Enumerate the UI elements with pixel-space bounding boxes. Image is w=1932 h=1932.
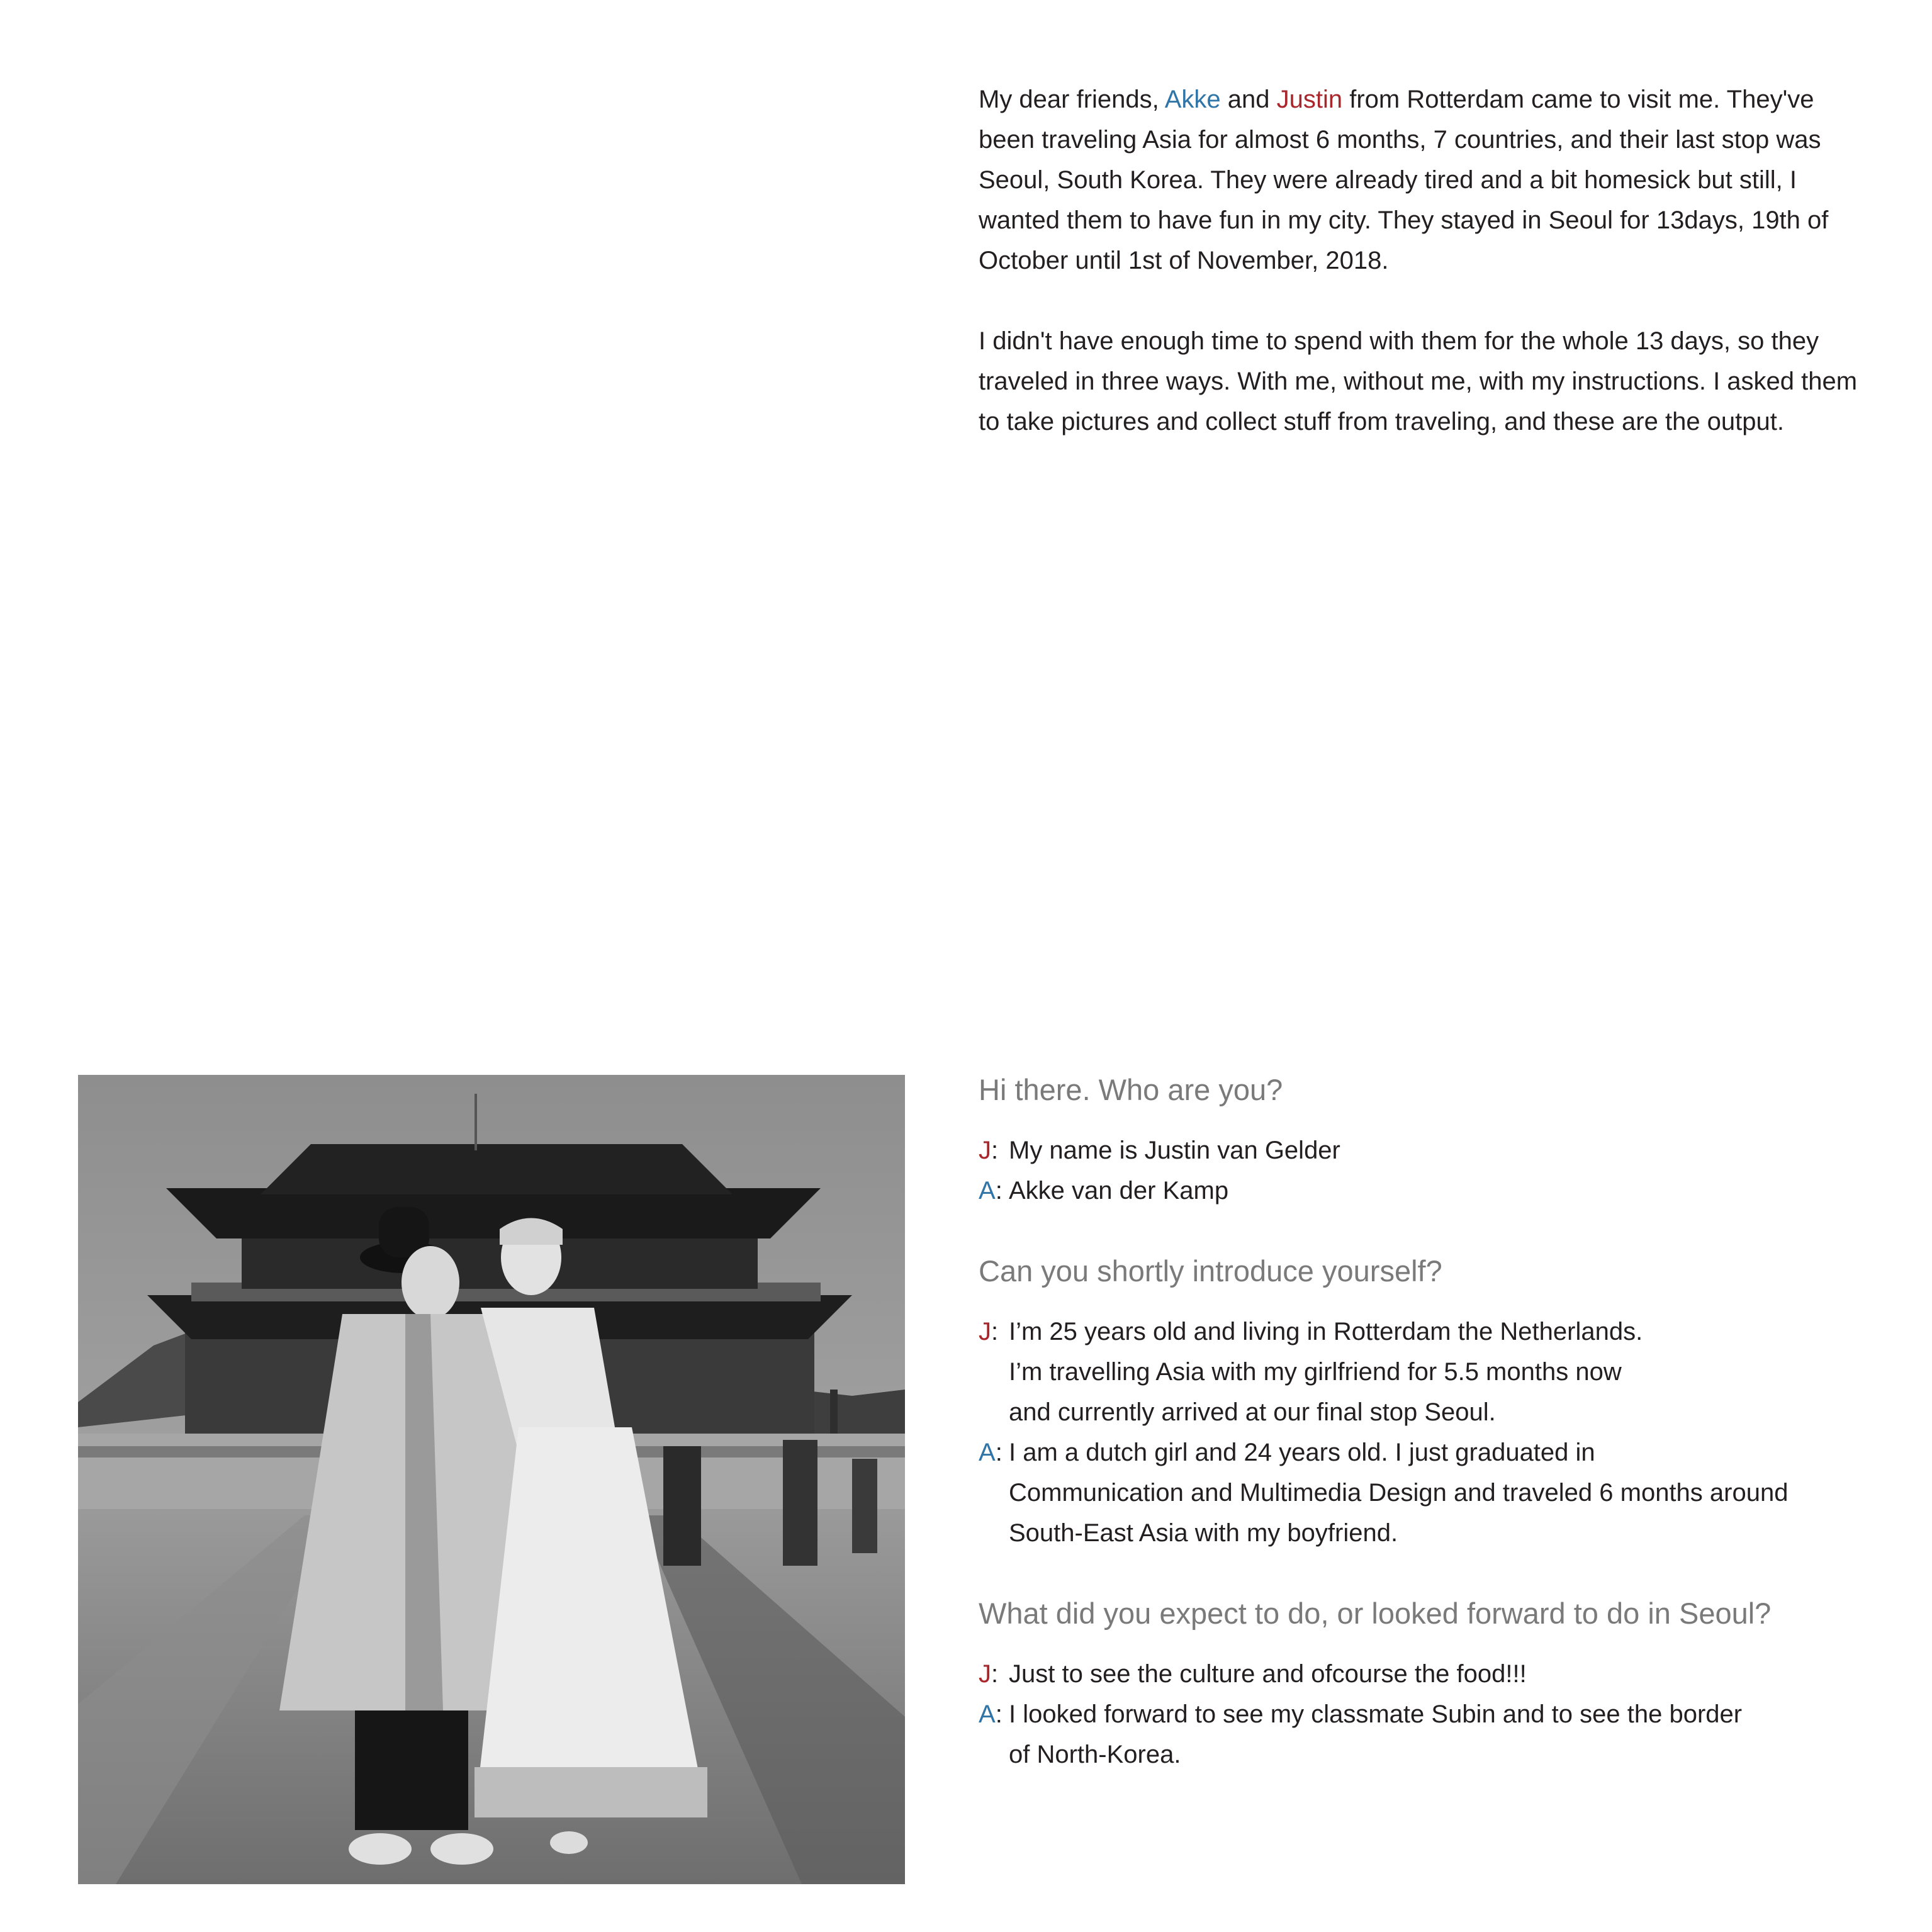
intro-text-and: and	[1220, 86, 1277, 113]
answer-akke	[979, 1694, 1872, 1775]
intro-text-start: My dear friends,	[979, 86, 1165, 113]
answers-expectations	[979, 1654, 1872, 1775]
answer-line: Communication and Multimedia Design and traveled 6 months around	[1009, 1479, 1789, 1507]
answers-who-are-you	[979, 1130, 1872, 1211]
initial-a-letter: A	[979, 1177, 996, 1205]
initial-j: J:	[979, 1318, 999, 1345]
answer-line: I’m 25 years old and living in Rotterdam the Netherlands.	[1009, 1318, 1643, 1345]
interview-section	[979, 1070, 1872, 1815]
initial-j-letter: J	[979, 1137, 991, 1164]
initial-j-letter: J	[979, 1318, 991, 1345]
question-who-are-you: Hi there. Who are you?	[979, 1073, 1283, 1106]
answer-akke	[979, 1171, 1872, 1211]
answer-line: of North-Korea.	[1009, 1741, 1181, 1768]
answer-justin	[979, 1311, 1872, 1432]
intro-text-rest: from Rotterdam came to visit me. They've been traveling Asia for almost 6 months, 7 countries, and their last stop was Seoul, South Korea. They were already tired and a bit homesick but still, I wanted them to have fun in my city. They stayed in Seoul for 13days, 19th of October until 1st of November, 2018.	[979, 86, 1829, 274]
answer-justin	[979, 1654, 1872, 1694]
initial-a: A:	[979, 1700, 1003, 1728]
intro-text	[979, 79, 1872, 482]
answer-line: I looked forward to see my classmate Subin and to see the border	[1009, 1700, 1743, 1728]
name-justin: Justin	[1276, 86, 1343, 113]
couple-hanbok-photo	[78, 1075, 905, 1884]
intro-paragraph-2: I didn't have enough time to spend with them for the whole 13 days, so they traveled in three ways. With me, without me, with my instructions. I asked them to take pictures and collect stuff from traveling, and these are the output.	[979, 327, 1858, 435]
name-akke: Akke	[1164, 86, 1221, 113]
initial-a: A:	[979, 1439, 1003, 1466]
answer-line: I am a dutch girl and 24 years old. I just graduated in	[1009, 1439, 1595, 1466]
answer-line: and currently arrived at our final stop Seoul.	[1009, 1398, 1496, 1426]
initial-j: J:	[979, 1660, 999, 1688]
initial-a-letter: A	[979, 1439, 996, 1466]
answer-justin	[979, 1130, 1872, 1171]
initial-j: J:	[979, 1137, 999, 1164]
question-expectations: What did you expect to do, or looked forward to do in Seoul?	[979, 1597, 1772, 1630]
initial-j-letter: J	[979, 1660, 991, 1688]
answer-text: Akke van der Kamp	[1009, 1177, 1229, 1205]
question-introduce-yourself: Can you shortly introduce yourself?	[979, 1254, 1442, 1288]
answer-line: South-East Asia with my boyfriend.	[1009, 1519, 1398, 1547]
intro-paragraph-1	[979, 79, 1872, 281]
answer-akke	[979, 1432, 1872, 1553]
answer-line: I’m travelling Asia with my girlfriend for 5.5 months now	[1009, 1358, 1622, 1386]
answer-text: Just to see the culture and ofcourse the food!!!	[1009, 1660, 1527, 1688]
answer-text: My name is Justin van Gelder	[1009, 1137, 1340, 1164]
answers-introduce-yourself	[979, 1311, 1872, 1553]
initial-a: A:	[979, 1177, 1003, 1205]
initial-a-letter: A	[979, 1700, 996, 1728]
